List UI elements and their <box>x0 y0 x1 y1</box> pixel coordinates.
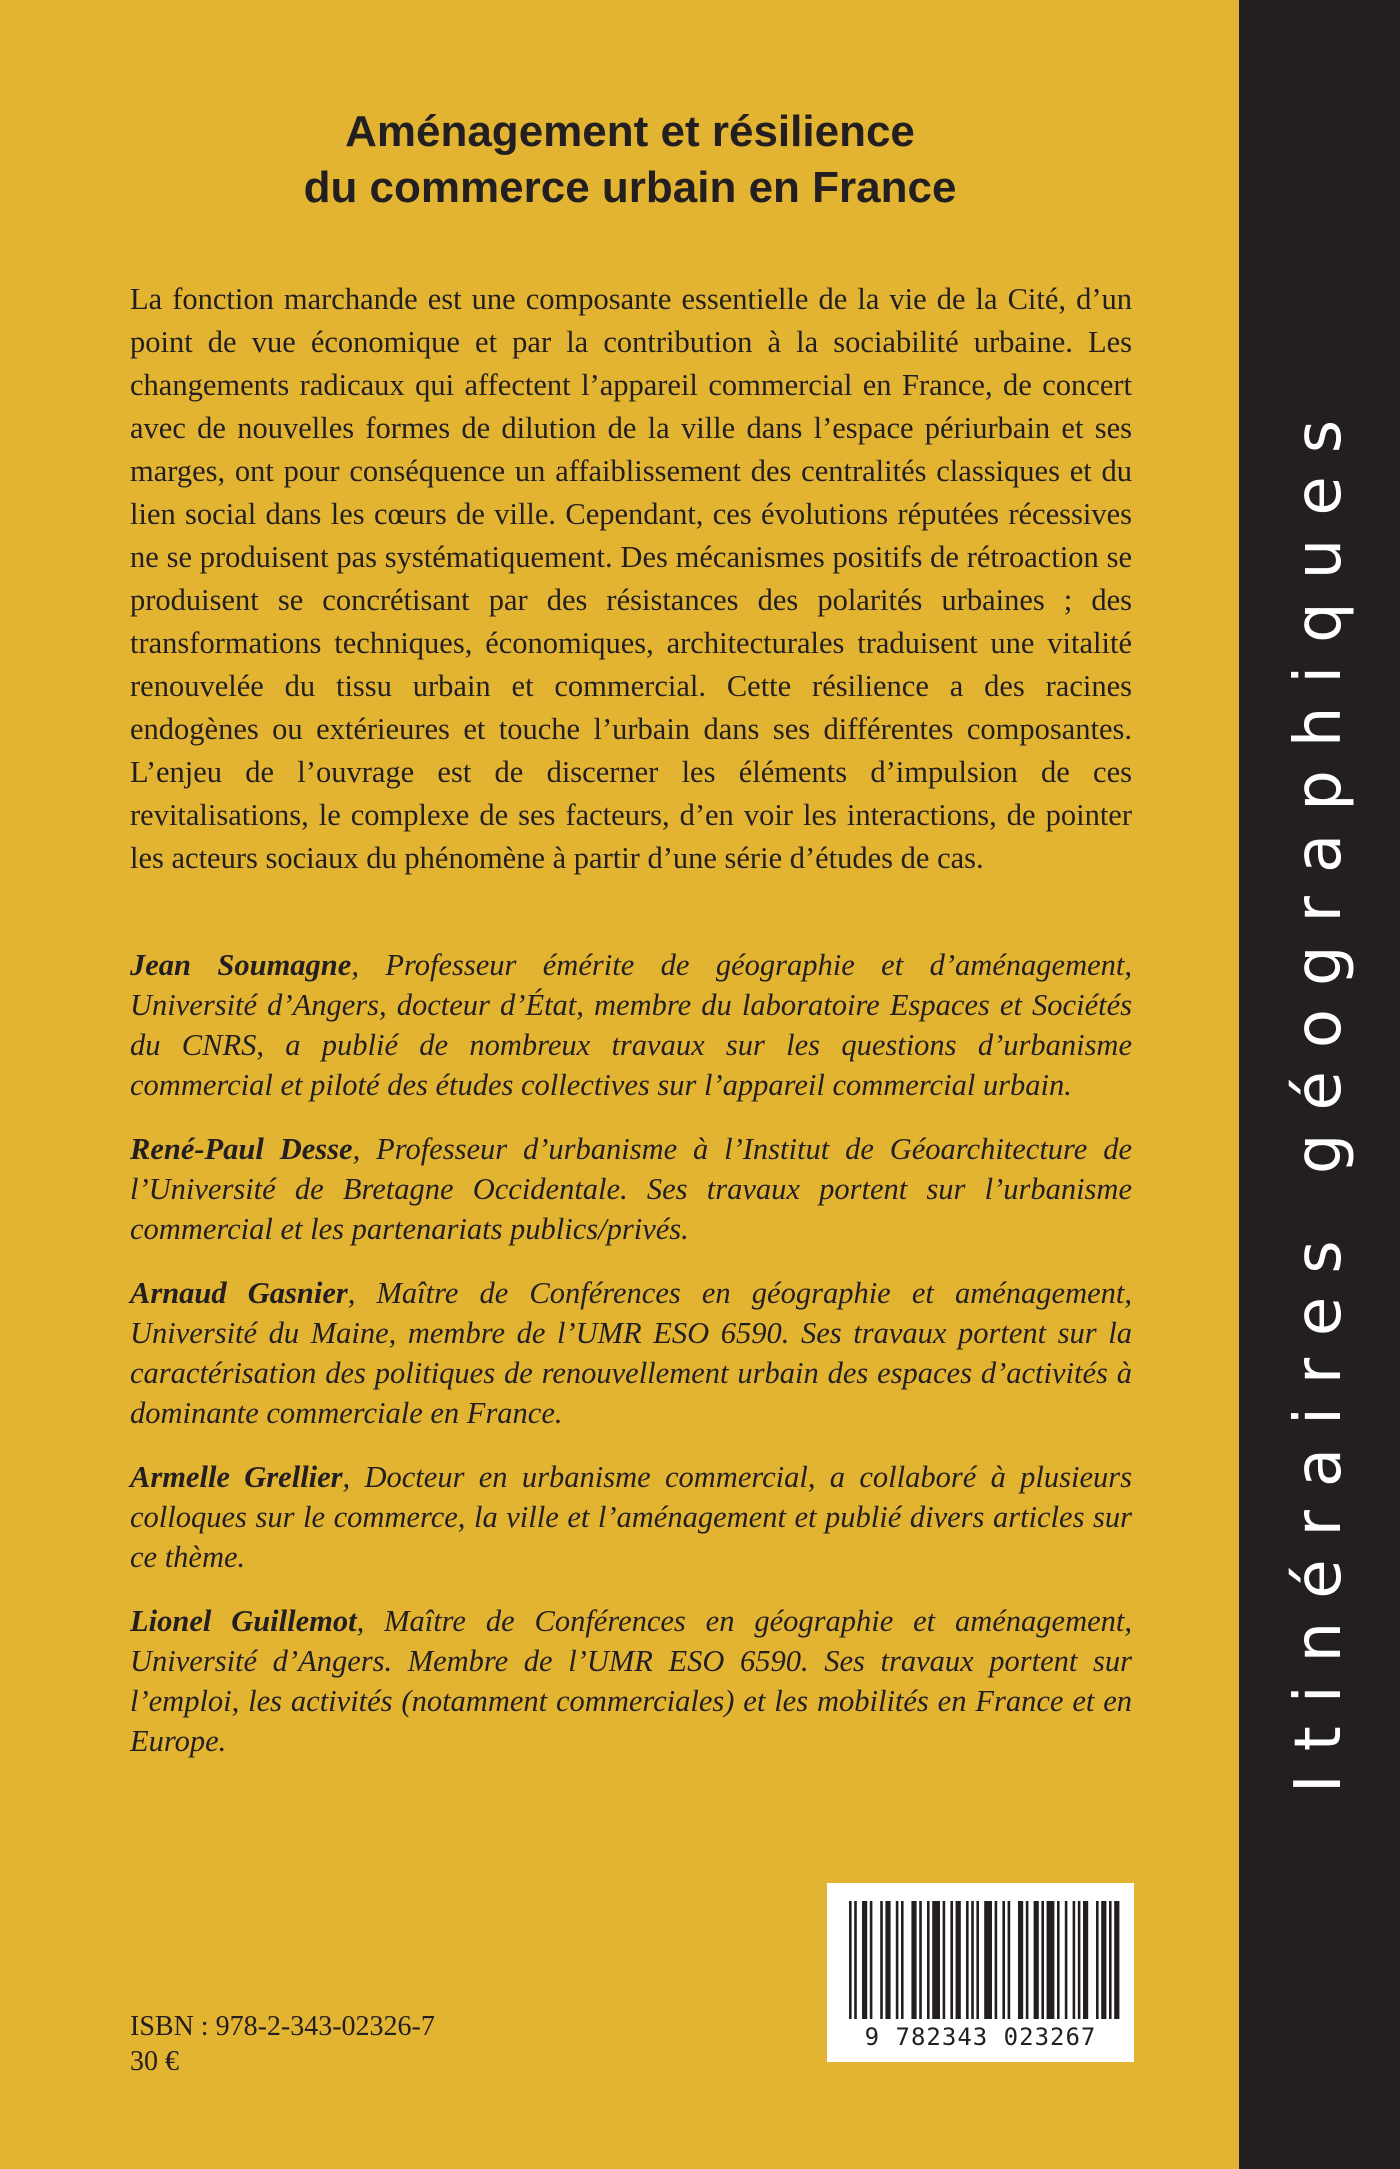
barcode-bar <box>956 1901 961 2019</box>
author-name: Armelle Grellier <box>130 1460 343 1494</box>
author-bio <box>130 945 1132 1105</box>
barcode-bar <box>880 1901 883 2019</box>
author-description: , Docteur en urbanisme commercial, a collaboré à plusieurs colloques sur le commerce, la ville et l’aménagement et publié divers articles sur ce thème. <box>130 1460 1132 1574</box>
author-name: René-Paul Desse <box>130 1132 353 1166</box>
barcode-bar <box>976 1901 979 2019</box>
title-line-2: du commerce urbain en France <box>303 163 957 212</box>
barcode-bar <box>862 1901 867 2019</box>
barcode-bar <box>1114 1901 1119 2019</box>
barcode <box>827 1883 1134 2062</box>
barcode-bar <box>1078 1901 1081 2019</box>
series-name: Itinéraires géographiques <box>1282 396 1356 1794</box>
barcode-bar <box>1101 1901 1106 2019</box>
barcode-bar <box>1047 1901 1055 2019</box>
barcode-bar <box>1018 1901 1023 2019</box>
barcode-bar <box>943 1901 946 2019</box>
barcode-bar <box>995 1901 998 2019</box>
barcode-bar <box>911 1901 916 2019</box>
author-description: , Professeur d’urbanisme à l’Institut de Géoarchitecture de l’Université de Bretagne Occidentale. Ses travaux portent sur l’urbanisme commercial et les partenariats publics/privés. <box>130 1132 1132 1246</box>
author-bio <box>130 1457 1132 1577</box>
barcode-bar <box>849 1901 852 2019</box>
barcode-bar <box>919 1901 922 2019</box>
barcode-bar <box>950 1901 953 2019</box>
barcode-bar <box>1034 1901 1039 2019</box>
book-title <box>130 104 1130 216</box>
spine <box>1239 0 1400 2169</box>
author-name: Lionel Guillemot <box>130 1604 357 1638</box>
barcode-bar <box>984 1901 992 2019</box>
author-bio <box>130 1273 1132 1433</box>
barcode-bar <box>1002 1901 1005 2019</box>
barcode-bar <box>885 1901 890 2019</box>
barcode-bar <box>1041 1901 1044 2019</box>
barcode-bar <box>1057 1901 1060 2019</box>
barcode-bar <box>901 1901 904 2019</box>
barcode-digits: 9 782343 023267 <box>864 2023 1097 2051</box>
barcode-bar <box>1083 1901 1088 2019</box>
barcode-bar <box>966 1901 969 2019</box>
barcode-bar <box>927 1901 930 2019</box>
barcode-bar <box>870 1901 873 2019</box>
barcode-bar <box>896 1901 899 2019</box>
title-line-1: Aménagement et résilience <box>345 107 915 156</box>
author-name: Jean Soumagne <box>130 948 352 982</box>
barcode-bar <box>1065 1901 1068 2019</box>
author-name: Arnaud Gasnier <box>130 1276 348 1310</box>
book-summary: La fonction marchande est une composante essentielle de la vie de la Cité, d’un point de vue économique et par la contribution à la sociabilité urbaine. Les changements radicaux qui affectent l’appareil commercial en France, de concert avec de nouvelles formes de dilution de la ville dans l’espace périurbain et ses marges, ont pour conséquence un affaiblissement des centralités classiques et du lien social dans les cœurs de ville. Cependant, ces évolutions réputées récessives ne se produisent pas systématiquement. Des mécanismes positifs de rétroaction se produisent se concrétisant par des résistances des polarités urbaines ; des transformations techniques, économiques, architecturales traduisent une vitalité renouvelée du tissu urbain et commercial. Cette résilience a des racines endogènes ou extérieures et touche l’urbain dans ses différentes composantes. L’enjeu de l’ouvrage est de discerner les éléments d’impulsion de ces revitalisations, le complexe de ses facteurs, d’en voir les interactions, de pointer les acteurs sociaux du phénomène à partir d’une série d’études de cas. <box>130 282 1132 875</box>
barcode-bar <box>1008 1901 1011 2019</box>
author-description: , Maître de Conférences en géographie et aménagement, Université d’Angers. Membre de l’UMR ESO 6590. Ses travaux portent sur l’emploi, les activités (notamment commerciales) et les mobilités en France et en Europe. <box>130 1604 1132 1758</box>
barcode-bar <box>932 1901 940 2019</box>
barcode-bar <box>854 1901 857 2019</box>
author-description: , Professeur émérite de géographie et d’aménagement, Université d’Angers, docteur d’État, membre du laboratoire Espaces et Sociétés du CNRS, a publié de nombreux travaux sur les questions d’urbanisme commercial et piloté des études collectives sur l’appareil commercial urbain. <box>130 948 1132 1102</box>
barcode-bar <box>1026 1901 1029 2019</box>
author-bios <box>130 945 1132 1785</box>
price: 30 € <box>130 2046 179 2077</box>
barcode-bar <box>1073 1901 1076 2019</box>
barcode-bar <box>1096 1901 1099 2019</box>
author-bio <box>130 1129 1132 1249</box>
author-description: , Maître de Conférences en géographie et aménagement, Université du Maine, membre de l’UMR ESO 6590. Ses travaux portent sur la caractérisation des politiques de renouvellement urbain des espaces d’activités à dominante commerciale en France. <box>130 1276 1132 1430</box>
isbn: ISBN : 978-2-343-02326-7 <box>130 2011 435 2042</box>
barcode-bar <box>971 1901 974 2019</box>
barcode-bar <box>1109 1901 1112 2019</box>
author-bio <box>130 1601 1132 1761</box>
